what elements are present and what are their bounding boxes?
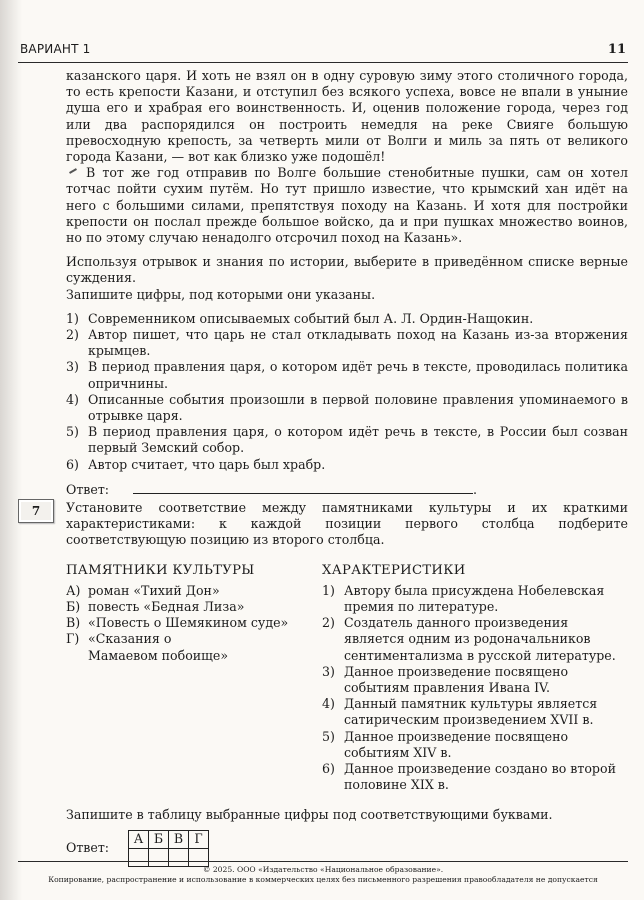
option-number: 1): [66, 310, 79, 326]
option-text: В период правления царя, о котором идёт речь в тексте, в России был созван первый Земский собор.: [88, 424, 628, 456]
option-item: [66, 327, 628, 359]
table-header-cell: А: [129, 830, 149, 848]
passage-paragraph: казанского царя. И хоть не взял он в одну суровую зиму этого столичного города, то есть крепости Казани, и отступил без всякого успеха, вовсе не впали в уныние душа его и храбрая его воинственность. И, оценив положение города, через год или два распорядился он построить немедля на реке Свияге большую превосходную крепость, за четверть мили от Волги и миль за пять от великого города Казани, — вот как близко уже подошёл!: [66, 68, 628, 165]
page-edge-shadow: [0, 0, 22, 900]
item-letter: А): [66, 582, 81, 598]
option-text: Описанные события произошли в первой половине правления упоминаемого в отрывке царя.: [88, 391, 628, 424]
left-item: [66, 615, 322, 631]
right-item: [322, 761, 628, 793]
option-item: [66, 457, 628, 473]
question-7-section: [66, 500, 628, 867]
table-header-cell: Г: [189, 830, 209, 848]
variant-label: ВАРИАНТ 1: [20, 42, 91, 56]
answer-blank-field[interactable]: [133, 481, 473, 494]
copyright-notice: Копирование, распространение и использование в коммерческих целях без письменного разрешения правообладателя не допускается: [48, 875, 598, 884]
item-number: 4): [322, 696, 335, 712]
item-text: Данное произведение создано во второй половине XIX в.: [344, 761, 616, 793]
right-item: [322, 615, 628, 664]
option-item: [66, 359, 628, 391]
item-text: роман «Тихий Дон»: [88, 582, 220, 598]
page-footer: [18, 861, 628, 885]
item-text: Данное произведение посвящено событиям правления Ивана IV.: [344, 663, 569, 696]
right-column-heading: ХАРАКТЕРИСТИКИ: [322, 562, 466, 578]
right-column: [322, 563, 628, 794]
question-6-section: [66, 68, 628, 498]
option-text: Автор пишет, что царь не стал откладывать поход на Казань из-за вторжения крымцев.: [88, 327, 628, 359]
item-letter: В): [66, 615, 81, 631]
option-item: [66, 392, 628, 424]
left-column-heading: ПАМЯТНИКИ КУЛЬТУРЫ: [66, 562, 255, 578]
right-item: [322, 729, 628, 761]
right-item: [322, 664, 628, 696]
item-text: «Повесть о Шемякином суде»: [88, 615, 289, 631]
question-number-badge: 7: [18, 499, 54, 523]
item-letter: Б): [66, 599, 81, 615]
passage-paragraph: В тот же год отправив по Волге большие стенобитные пушки, сам он хотел тотчас пойти сухим путём. Но тут пришло известие, что крымский хан идёт на него с большими силами, препятствуя походу на Казань. И хотя для постройки крепости он послал прежде большое войско, да и при пушках множество воинов, но по этому случаю ненадолго отсрочил поход на Казань».: [66, 165, 628, 246]
left-item: [66, 599, 322, 615]
left-item: [66, 583, 322, 599]
right-item: [322, 583, 628, 615]
item-number: 5): [322, 728, 335, 744]
page-header: [18, 40, 628, 63]
option-text: Современником описываемых событий был А. Л. Ордин-Нащокин.: [88, 310, 534, 326]
item-number: 2): [322, 615, 335, 631]
left-column: [66, 563, 322, 794]
options-list: [66, 311, 628, 473]
option-text: В период правления царя, о котором идёт речь в тексте, проводилась политика опричнины.: [88, 359, 628, 391]
item-text: «Сказания о Мамаевом побоище»: [88, 631, 229, 663]
item-text: повесть «Бедная Лиза»: [88, 599, 245, 615]
option-number: 5): [66, 424, 79, 440]
item-text: Автору была присуждена Нобелевская премия по литературе.: [344, 582, 605, 615]
matching-columns: [66, 563, 628, 794]
page-number: 11: [607, 42, 626, 57]
item-letter: Г): [66, 631, 80, 647]
option-item: [66, 424, 628, 456]
option-item: [66, 311, 628, 327]
answer-label: Ответ:: [66, 481, 110, 497]
item-number: 6): [322, 761, 335, 777]
item-text: Данное произведение посвящено событиям XIV в.: [344, 728, 569, 760]
item-text: Создатель данного произведения является одним из родоначальников сентиментализма в русской литературе.: [344, 615, 616, 663]
answer-row: [66, 481, 628, 498]
left-item: [66, 631, 322, 663]
answer-period: .: [473, 481, 478, 497]
option-number: 6): [66, 456, 79, 472]
option-number: 2): [66, 327, 79, 343]
table-header-cell: Б: [149, 830, 169, 848]
question-instruction: Используя отрывок и знания по истории, выберите в приведённом списке верные суждения.: [66, 254, 628, 286]
option-number: 4): [66, 391, 79, 407]
item-number: 1): [322, 582, 335, 598]
option-number: 3): [66, 359, 79, 375]
option-text: Автор считает, что царь был храбр.: [88, 456, 326, 472]
item-number: 3): [322, 663, 335, 679]
right-item: [322, 696, 628, 728]
table-header-cell: В: [169, 830, 189, 848]
answer-label: Ответ:: [66, 840, 110, 856]
copyright-text: © 2025. ООО «Издательство «Национальное образование».: [202, 865, 444, 874]
question-instruction: Запишите цифры, под которыми они указаны.: [66, 286, 376, 302]
item-text: Данный памятник культуры является сатирическим произведением XVII в.: [344, 696, 598, 728]
question-prompt: Установите соответствие между памятниками культуры и их краткими характеристиками: к каждой позиции первого столбца подберите соответствующую позицию из второго столбца.: [66, 500, 628, 548]
table-instruction: Запишите в таблицу выбранные цифры под соответствующими буквами.: [66, 807, 553, 823]
